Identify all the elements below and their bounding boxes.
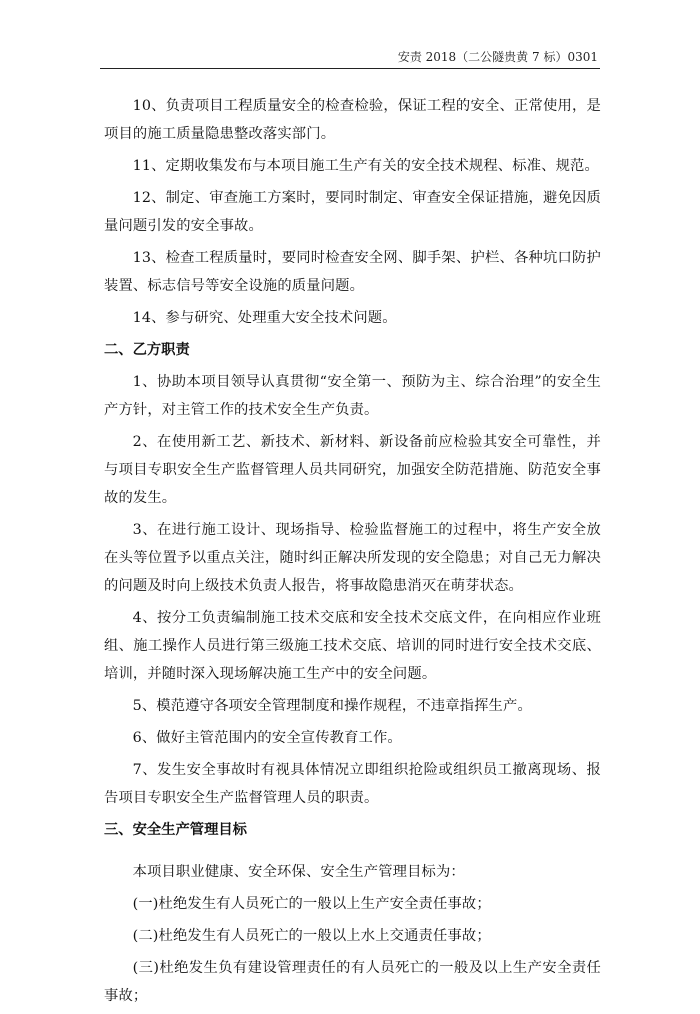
paragraph-item-10: 10、负责项目工程质量安全的检查检验，保证工程的安全、正常使用，是项目的施工质量隐患整改落实部门。 [104,98,601,142]
duty-item-1: 1、协助本项目领导认真贯彻“安全第一、预防为主、综合治理”的安全生产方针，对主管工作的技术安全生产负责。 [104,374,601,418]
goal-item-1: (一)杜绝发生有人员死亡的一般以上生产安全责任事故； [132,896,491,912]
duty-item-3: 3、在进行施工设计、现场指导、检验监督施工的过程中，将生产安全放在头等位置予以重点关注，随时纠正解决所发现的安全隐患；对自己无力解决的问题及时向上级技术负责人报告，将事故隐患消灭在萌芽状态。 [104,522,601,594]
document-body [104,92,601,1014]
duty-item-2: 2、在使用新工艺、新技术、新材料、新设备前应检验其安全可靠性，并与项目专职安全生产监督管理人员共同研究，加强安全防范措施、防范安全事故的发生。 [104,434,601,506]
goal-item-3: (三)杜绝发生负有建设管理责任的有人员死亡的一般及以上生产安全责任事故； [104,960,601,1004]
duty-item-4: 4、按分工负责编制施工技术交底和安全技术交底文件，在向相应作业班组、施工操作人员进行第三级施工技术交底、培训的同时进行安全技术交底、培训，并随时深入现场解决施工生产中的安全问题。 [104,610,601,682]
duty-item-7: 7、发生安全事故时有视具体情况立即组织抢险或组织员工撤离现场、报告项目专职安全生产监督管理人员的职责。 [104,762,601,806]
goals-intro: 本项目职业健康、安全环保、安全生产管理目标为： [132,864,465,880]
duty-item-5: 5、模范遵守各项安全管理制度和操作规程，不违章指挥生产。 [132,698,532,714]
section-heading-party-b-duties: 二、乙方职责 [104,342,190,358]
paragraph-item-14: 14、参与研究、处理重大安全技术问题。 [132,310,397,326]
header-divider [100,68,600,69]
paragraph-item-12: 12、制定、审查施工方案时，要同时制定、审查安全保证措施，避免因质量问题引发的安全事故。 [104,190,601,234]
duty-item-6: 6、做好主管范围内的安全宣传教育工作。 [132,730,402,746]
document-code-header: 安责 2018（二公隧贵黄 7 标）0301 [397,50,598,64]
paragraph-item-13: 13、检查工程质量时，要同时检查安全网、脚手架、护栏、各种坑口防护装置、标志信号等安全设施的质量问题。 [104,250,601,294]
section-heading-safety-goals: 三、安全生产管理目标 [104,822,247,838]
paragraph-item-11: 11、定期收集发布与本项目施工生产有关的安全技术规程、标准、规范。 [132,158,599,174]
goal-item-2: (二)杜绝发生有人员死亡的一般以上水上交通责任事故； [132,928,491,944]
